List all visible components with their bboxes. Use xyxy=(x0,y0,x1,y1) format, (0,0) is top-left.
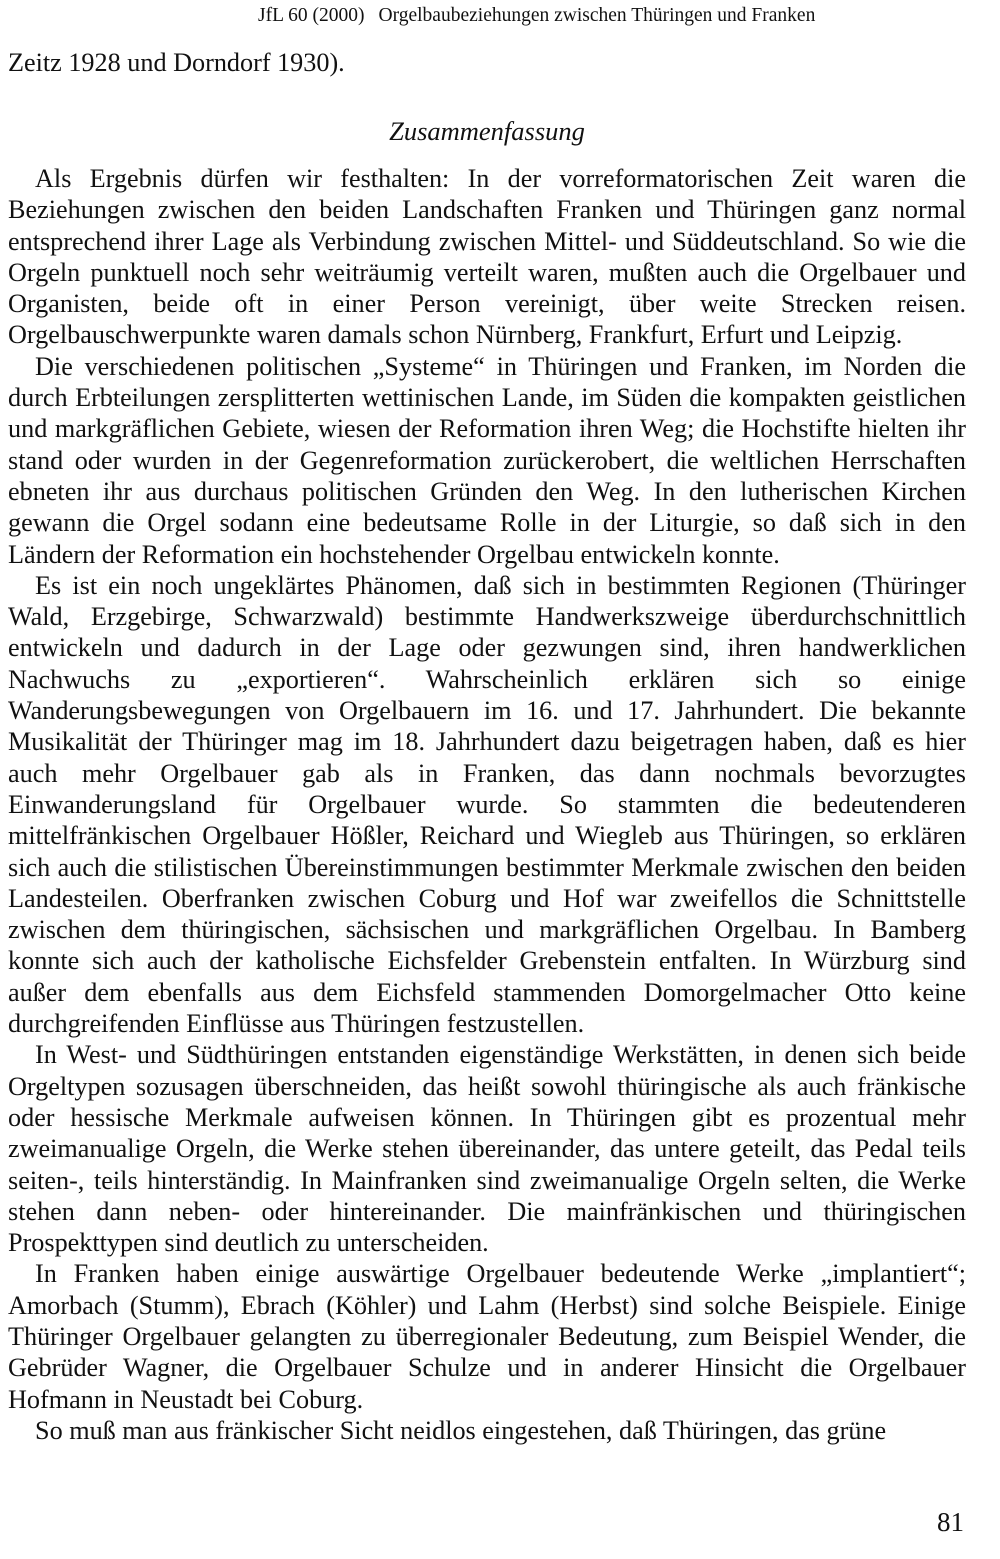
running-header xyxy=(258,4,829,28)
section-heading: Zusammenfassung xyxy=(389,116,585,146)
journal-reference: JfL 60 (2000) xyxy=(258,5,365,26)
carry-over-line: Zeitz 1928 und Dorndorf 1930). xyxy=(8,48,345,77)
page-number: 81 xyxy=(937,1507,964,1537)
article-title: Orgelbaubeziehungen zwischen Thüringen und Franken xyxy=(378,5,816,26)
paragraph-6: So muß man aus fränkischer Sicht neidlos eingestehen, daß Thüringen, das grüne xyxy=(35,1415,887,1445)
paragraph-1: Als Ergebnis dürfen wir festhalten: In der vorreformatorischen Zeit waren die Beziehungen zwischen den beiden Landschaften Franken und Thüringen ganz normal entsprechend ihrer Lage als Verbindung zwischen Mittel- und Süddeutschland. So wie die Orgeln punktuell noch sehr weiträumig verteilt waren, mußten auch die Orgelbauer und Organisten, beide oft in einer Person vereinigt, über weite Strecken reisen. Orgelbauschwerpunkte waren damals schon Nürnberg, Frankfurt, Erfurt und Leipzig. xyxy=(8,164,966,350)
paragraph-3: Es ist ein noch ungeklärtes Phänomen, daß sich in bestimmten Regionen (Thüringer Wald, Erzgebirge, Schwarzwald) bestimmte Handwerkszweige überdurchschnittlich entwickeln und dadurch in der Lage oder gezwungen sind, ihren handwerklichen Nachwuchs zu „exportieren“. Wahrscheinlich erklären sich so einige Wanderungsbewegungen von Orgelbauern im 16. und 17. Jahrhundert. Die bekannte Musikalität der Thüringer mag im 18. Jahrhundert dazu beigetragen haben, daß es hier auch mehr Orgelbauer gab als in Franken, das dann nochmals bevorzugtes Einwanderungsland für Orgelbauer wurde. So stammten die bedeutenderen mittelfränkischen Orgelbauer Hößler, Reichard und Wiegleb aus Thüringen, so erklären sich auch die stilistischen Übereinstimmungen bestimmter Merkmale zwischen den beiden Landesteilen. Oberfranken zwischen Coburg und Hof war zweifellos die Schnittstelle zwischen dem thüringischen, sächsischen und markgräflichen Orgelbau. In Bamberg konnte sich auch der katholische Eichsfelder Grebenstein entfalten. In Würzburg sind außer dem ebenfalls aus dem Eichsfeld stammenden Domorgelmacher Otto keine durchgreifenden Einflüsse aus Thüringen festzustellen. xyxy=(8,570,966,1039)
paragraph-5: In Franken haben einige auswärtige Orgelbauer bedeutende Werke „implantiert“; Amorbach (Stumm), Ebrach (Köhler) und Lahm (Herbst) sind solche Beispiele. Einige Thüringer Orgelbauer gelangten zu überregionaler Bedeutung, zum Beispiel Wender, die Gebrüder Wagner, die Orgelbauer Schulze und in anderer Hinsicht die Orgelbauer Hofmann in Neustadt bei Coburg. xyxy=(8,1259,966,1414)
paragraph-2: Die verschiedenen politischen „Systeme“ in Thüringen und Franken, im Norden die durch Erbteilungen zersplitterten wettinischen Lande, im Süden die kompakten geistlichen und markgräflichen Gebiete, wiesen der Reformation ihren Weg; die Hochstifte hielten ihr stand oder wurden in der Gegenreformation zurückerobert, die weltlichen Herrschaften ebneten ihr aus durchaus politischen Gründen den Weg. In den lutherischen Kirchen gewann die Orgel sodann eine bedeutsame Rolle in der Liturgie, so daß sich in den Ländern der Reformation ein hochstehender Orgelbau entwickeln konnte. xyxy=(8,351,966,569)
paragraph-4: In West- und Südthüringen entstanden eigenständige Werkstätten, in denen sich beide Orgeltypen sozusagen überschneiden, das heißt sowohl thüringische als auch fränkische oder hessische Merkmale aufweisen können. In Thüringen gibt es prozentual mehr zweimanualige Orgeln, die Werke stehen übereinander, das untere geteilt, das Pedal teils seiten-, teils hinterständig. In Mainfranken sind zweimanualige Orgeln selten, die Werke stehen dann neben- oder hintereinander. Die mainfränkischen und thüringischen Prospekttypen sind deutlich zu unterscheiden. xyxy=(8,1040,966,1258)
body-text xyxy=(8,163,966,1446)
